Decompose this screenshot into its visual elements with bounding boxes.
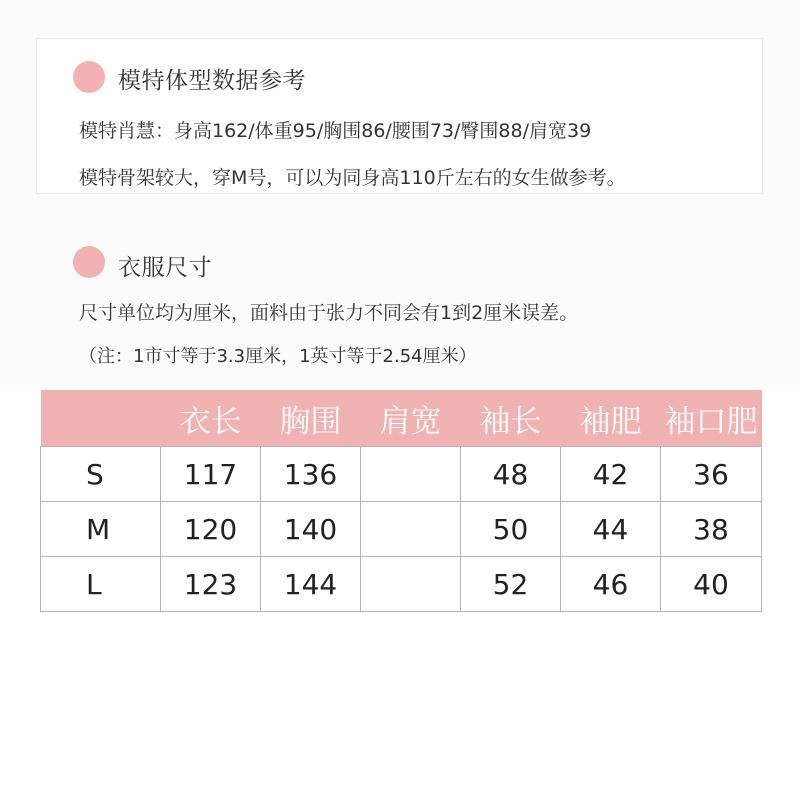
length-value: 123 xyxy=(161,557,261,612)
shoulder-value xyxy=(361,447,461,502)
sleeve-value: 48 xyxy=(461,447,561,502)
size-label: M xyxy=(41,502,161,557)
sleeve-width-value: 46 xyxy=(561,557,661,612)
header-bust: 胸围 xyxy=(279,403,342,440)
table-row xyxy=(41,557,762,612)
sleeve-width-value: 44 xyxy=(561,502,661,557)
cuff-value: 38 xyxy=(661,502,762,557)
sleeve-value: 50 xyxy=(461,502,561,557)
shoulder-value xyxy=(361,557,461,612)
bust-value: 144 xyxy=(261,557,361,612)
size-label: S xyxy=(41,447,161,502)
length-value: 120 xyxy=(161,502,261,557)
model-measurements: 模特肖慧：身高162/体重95/胸围86/腰围73/臀围88/肩宽39 xyxy=(79,120,592,142)
header-shoulder: 肩宽 xyxy=(379,403,442,440)
length-value: 117 xyxy=(161,447,261,502)
size-unit-note: 尺寸单位均为厘米，面料由于张力不同会有1到2厘米误差。 xyxy=(79,302,579,324)
size-table xyxy=(40,390,762,612)
cuff-value: 40 xyxy=(661,557,762,612)
shoulder-value xyxy=(361,502,461,557)
size-label: L xyxy=(41,557,161,612)
size-section-title: 衣服尺寸 xyxy=(118,255,212,281)
table-header-row xyxy=(41,390,762,447)
table-row xyxy=(41,502,762,557)
model-fit-note: 模特骨架较大，穿M号，可以为同身高110斤左右的女生做参考。 xyxy=(79,167,626,189)
size-conversion-note: （注：1市寸等于3.3厘米，1英寸等于2.54厘米） xyxy=(79,346,477,367)
pink-bullet-icon xyxy=(73,61,105,93)
header-sleeve-width: 袖肥 xyxy=(579,403,642,440)
bust-value: 140 xyxy=(261,502,361,557)
model-section-title: 模特体型数据参考 xyxy=(118,68,306,94)
table-row xyxy=(41,447,762,502)
header-sleeve: 袖长 xyxy=(479,403,542,440)
header-size xyxy=(41,390,161,447)
pink-bullet-icon xyxy=(73,246,105,278)
bust-value: 136 xyxy=(261,447,361,502)
sleeve-value: 52 xyxy=(461,557,561,612)
cuff-value: 36 xyxy=(661,447,762,502)
header-length: 衣长 xyxy=(179,403,242,440)
sleeve-width-value: 42 xyxy=(561,447,661,502)
header-cuff: 袖口肥 xyxy=(664,403,758,440)
